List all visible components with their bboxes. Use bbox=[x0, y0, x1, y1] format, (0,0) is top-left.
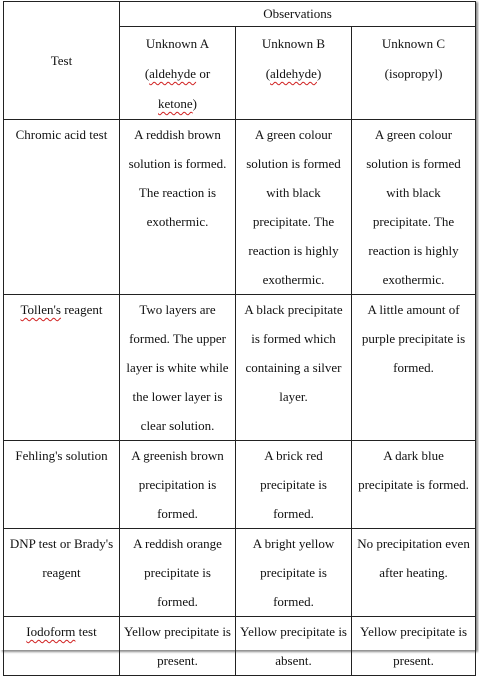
row-cell-a: A reddish orange precipitate is formed. bbox=[120, 529, 236, 617]
row-cell-c: Yellow precipitate is present. bbox=[352, 617, 476, 676]
header-test: Test bbox=[4, 2, 120, 120]
table-row bbox=[4, 295, 476, 441]
table-row bbox=[4, 120, 476, 295]
row-cell-b: A brick red precipitate is formed. bbox=[236, 441, 352, 529]
row-cell-a: A greenish brown precipitation is formed. bbox=[120, 441, 236, 529]
unknown-a-note: (aldehyde or ketone) bbox=[144, 66, 211, 111]
row-cell-c: A little amount of purple precipitate is formed. bbox=[352, 295, 476, 441]
header-observations: Observations bbox=[120, 2, 476, 27]
row-test-name: Chromic acid test bbox=[4, 120, 120, 295]
row-cell-a: Two layers are formed. The upper layer is white while the lower layer is clear solution. bbox=[120, 295, 236, 441]
row-cell-a: Yellow precipitate is present. bbox=[120, 617, 236, 676]
table-row bbox=[4, 617, 476, 676]
row-cell-a: A reddish brown solution is formed. The reaction is exothermic. bbox=[120, 120, 236, 295]
row-test-name: Iodoform test bbox=[4, 617, 120, 676]
unknown-b-name: Unknown B bbox=[261, 36, 326, 51]
header-unknown-b bbox=[236, 27, 352, 120]
row-cell-c: A dark blue precipitate is formed. bbox=[352, 441, 476, 529]
observations-table bbox=[3, 1, 476, 676]
header-unknown-a bbox=[120, 27, 236, 120]
unknown-a-name: Unknown A bbox=[145, 36, 210, 51]
row-cell-c: No precipitation even after heating. bbox=[352, 529, 476, 617]
table-row bbox=[4, 529, 476, 617]
unknown-b-note: (aldehyde) bbox=[265, 66, 322, 81]
header-unknown-c bbox=[352, 27, 476, 120]
row-test-name: Tollen's reagent bbox=[4, 295, 120, 441]
row-cell-b: A black precipitate is formed which containing a silver layer. bbox=[236, 295, 352, 441]
header-row-1 bbox=[4, 2, 476, 27]
row-cell-b: A green colour solution is formed with black precipitate. The reaction is highly exothermic. bbox=[236, 120, 352, 295]
unknown-c-note: (isopropyl) bbox=[384, 66, 443, 81]
table-row bbox=[4, 441, 476, 529]
row-test-name: DNP test or Brady's reagent bbox=[4, 529, 120, 617]
row-cell-b: A bright yellow precipitate is formed. bbox=[236, 529, 352, 617]
unknown-c-name: Unknown C bbox=[381, 36, 446, 51]
row-test-name: Fehling's solution bbox=[4, 441, 120, 529]
row-cell-c: A green colour solution is formed with black precipitate. The reaction is highly exothermic. bbox=[352, 120, 476, 295]
row-cell-b: Yellow precipitate is absent. bbox=[236, 617, 352, 676]
